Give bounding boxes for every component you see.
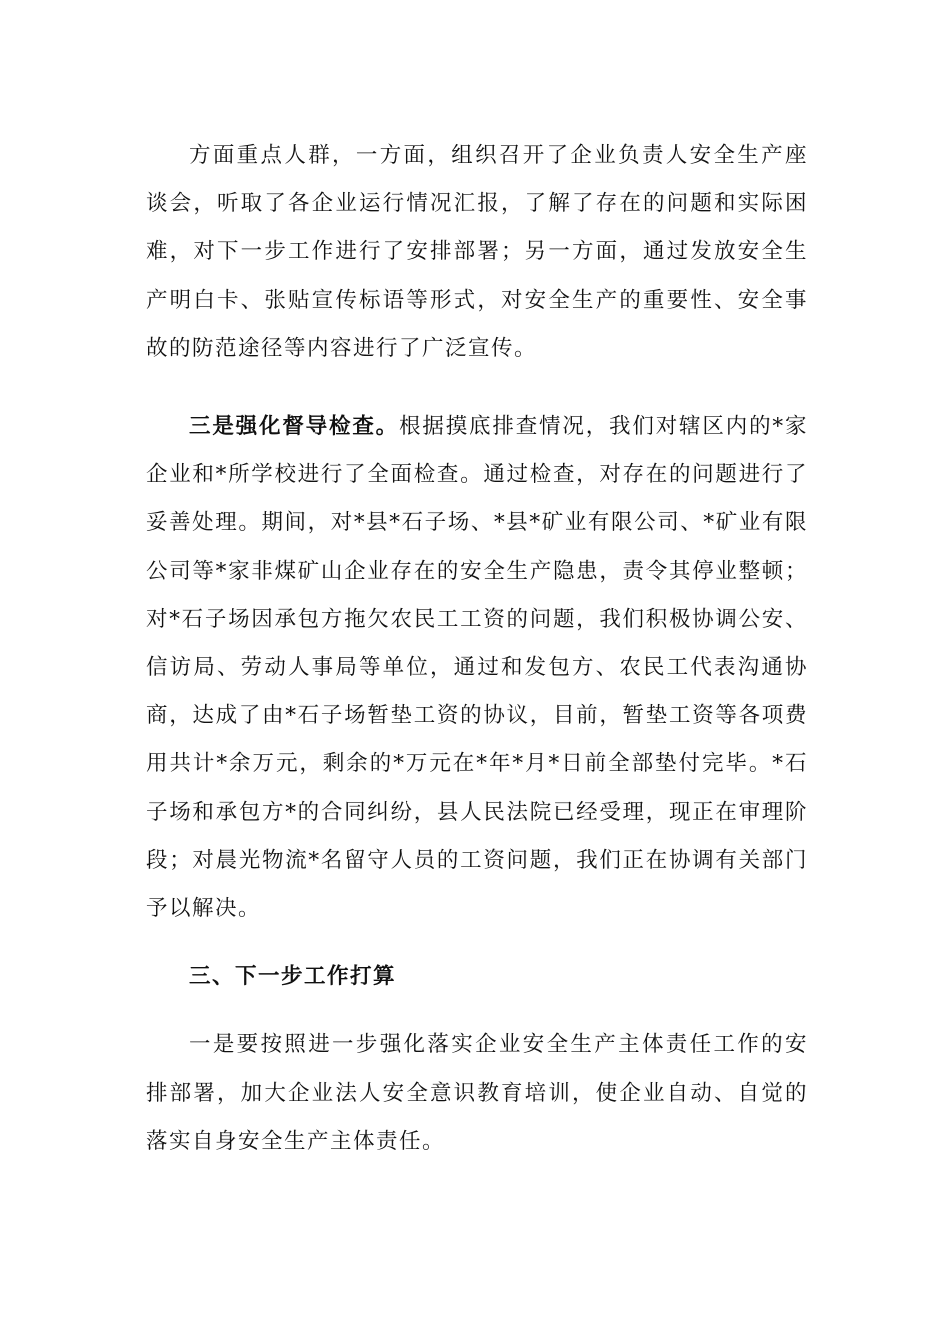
paragraph-next-steps-1: 一是要按照进一步强化落实企业安全生产主体责任工作的安排部署，加大企业法人安全意识教育培训，使企业自动、自觉的落实自身安全生产主体责任。 [146,1032,808,1154]
spacer [146,1001,808,1021]
spacer [146,933,808,953]
paragraph-key-groups: 方面重点人群，一方面，组织召开了企业负责人安全生产座谈会，听取了各企业运行情况汇报，了解了存在的问题和实际困难，对下一步工作进行了安排部署；另一方面，通过发放安全生产明白卡、张贴宣传标语等形式，对安全生产的重要性、安全事故的防范途径等内容进行了广泛宣传。 [146,143,808,361]
paragraph-inspection [146,403,808,933]
section-heading-next-steps: 三、下一步工作打算 [189,964,397,990]
paragraph-body-inspection: 根据摸底排查情况，我们对辖区内的*家企业和*所学校进行了全面检查。通过检查，对存在的问题进行了妥善处理。期间，对*县*石子场、*县*矿业有限公司、*矿业有限公司等*家非煤矿山企业存在的安全生产隐患，责令其停业整顿；对*石子场因承包方拖欠农民工工资的问题，我们积极协调公安、信访局、劳动人事局等单位，通过和发包方、农民工代表沟通协商，达成了由*石子场暂垫工资的协议，目前，暂垫工资等各项费用共计*余万元，剩余的*万元在*年*月*日前全部垫付完毕。*石子场和承包方*的合同纠纷，县人民法院已经受理，现正在审理阶段；对晨光物流*名留守人员的工资问题，我们正在协调有关部门予以解决。 [146,414,808,922]
paragraph-lead-inspection: 三是强化督导检查。 [189,414,400,440]
spacer [146,373,808,403]
document-page [146,132,808,1166]
